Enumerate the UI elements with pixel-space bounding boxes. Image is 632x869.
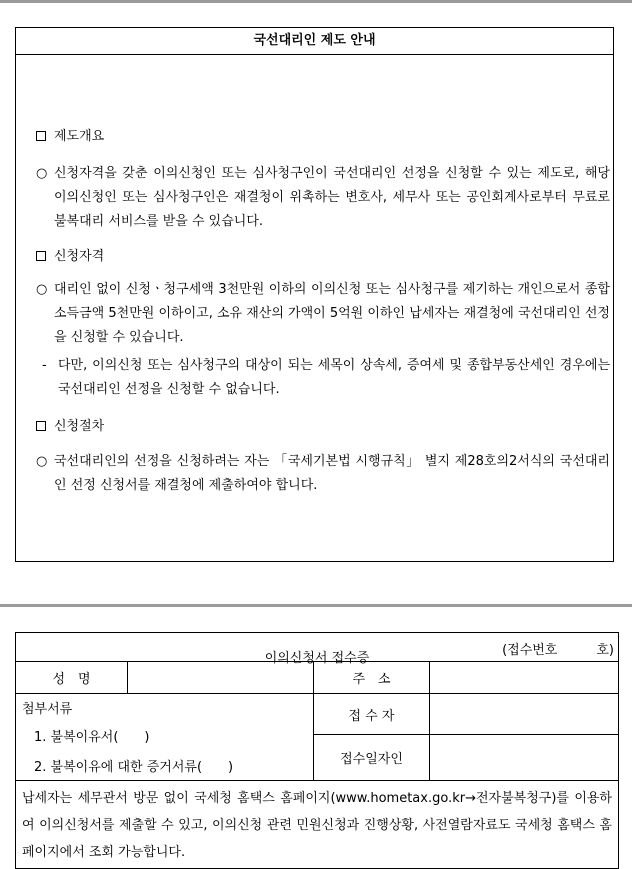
address-value-cell	[430, 662, 619, 694]
receiver-value-cell	[430, 694, 619, 735]
paragraph-text: 신청자격을 갖춘 이의신청인 또는 심사청구인이 국선대리인 선정을 신청할 수 있는 제도로, 해당 이의신청인 또는 심사청구인은 재결청이 위촉하는 변호사, 세무사 또는 공인회계사로부터 무료로 불복대리 서비스를 받을 수 있습니다.	[54, 166, 610, 229]
attachment-item: 2. 불복이유에 대한 증거서류( )	[34, 760, 234, 775]
checkbox-square-icon	[36, 251, 46, 261]
guide-box	[15, 27, 614, 562]
receipt-table	[15, 632, 619, 869]
section-heading-label: 제도개요	[54, 129, 105, 144]
checkbox-square-icon	[36, 131, 46, 141]
guide-title: 국선대리인 제도 안내	[16, 28, 613, 55]
receipt-title: 이의신청서 접수증	[264, 651, 370, 666]
section-divider	[0, 604, 632, 607]
paragraph-text: 대리인 없이 신청ㆍ청구세액 3천만원 이하의 이의신청 또는 심사청구를 제기하는 개인으로서 종합소득금액 5천만원 이하이고, 소유 재산의 가액이 5억원 이하인 납세자는 재결청에 국선대리인 선정을 신청할 수 있습니다.	[54, 282, 610, 345]
paragraph-eligibility-exception	[42, 354, 610, 402]
attachment-item: 1. 불복이유서( )	[34, 730, 150, 745]
name-value-cell	[128, 662, 314, 694]
section-heading-procedure	[36, 418, 104, 436]
section-heading-overview	[36, 128, 104, 146]
receipt-header-cell	[16, 633, 619, 666]
circle-bullet-icon: ○	[36, 454, 48, 469]
section-heading-label: 신청자격	[54, 249, 105, 264]
attachments-cell	[16, 694, 314, 781]
name-label: 성 명	[16, 662, 128, 694]
date-stamp-label: 접수일자인	[314, 735, 430, 781]
address-label: 주 소	[314, 662, 430, 694]
paragraph-eligibility	[36, 278, 610, 350]
dash-bullet-icon: -	[42, 358, 47, 373]
circle-bullet-icon: ○	[36, 166, 48, 181]
receiver-label: 접 수 자	[314, 694, 430, 735]
section-heading-eligibility	[36, 248, 104, 266]
paragraph-overview	[36, 162, 610, 234]
circle-bullet-icon: ○	[36, 282, 48, 297]
paragraph-procedure	[36, 450, 610, 498]
top-divider	[0, 0, 632, 3]
hometax-notice: 납세자는 세무관서 방문 없이 국세청 홈택스 홈페이지(www.hometax.go.kr→전자불복청구)를 이용하여 이의신청서를 제출할 수 있고, 이의신청 관련 민원신청과 진행상황, 사전열람자료도 국세청 홈택스 홈페이지에서 조회 가능합니다.	[16, 781, 619, 869]
receipt-number: (접수번호 호)	[502, 643, 614, 658]
paragraph-text: 국선대리인의 선정을 신청하려는 자는 「국세기본법 시행규칙」 별지 제28호의2서식의 국선대리인 선정 신청서를 재결청에 제출하여야 합니다.	[54, 454, 610, 493]
checkbox-square-icon	[36, 421, 46, 431]
attachments-label: 첨부서류	[22, 702, 73, 717]
section-heading-label: 신청절차	[54, 419, 105, 434]
paragraph-text: 다만, 이의신청 또는 심사청구의 대상이 되는 세목이 상속세, 증여세 및 종합부동산세인 경우에는 국선대리인 선정을 신청할 수 없습니다.	[58, 358, 610, 397]
date-stamp-cell	[430, 735, 619, 781]
